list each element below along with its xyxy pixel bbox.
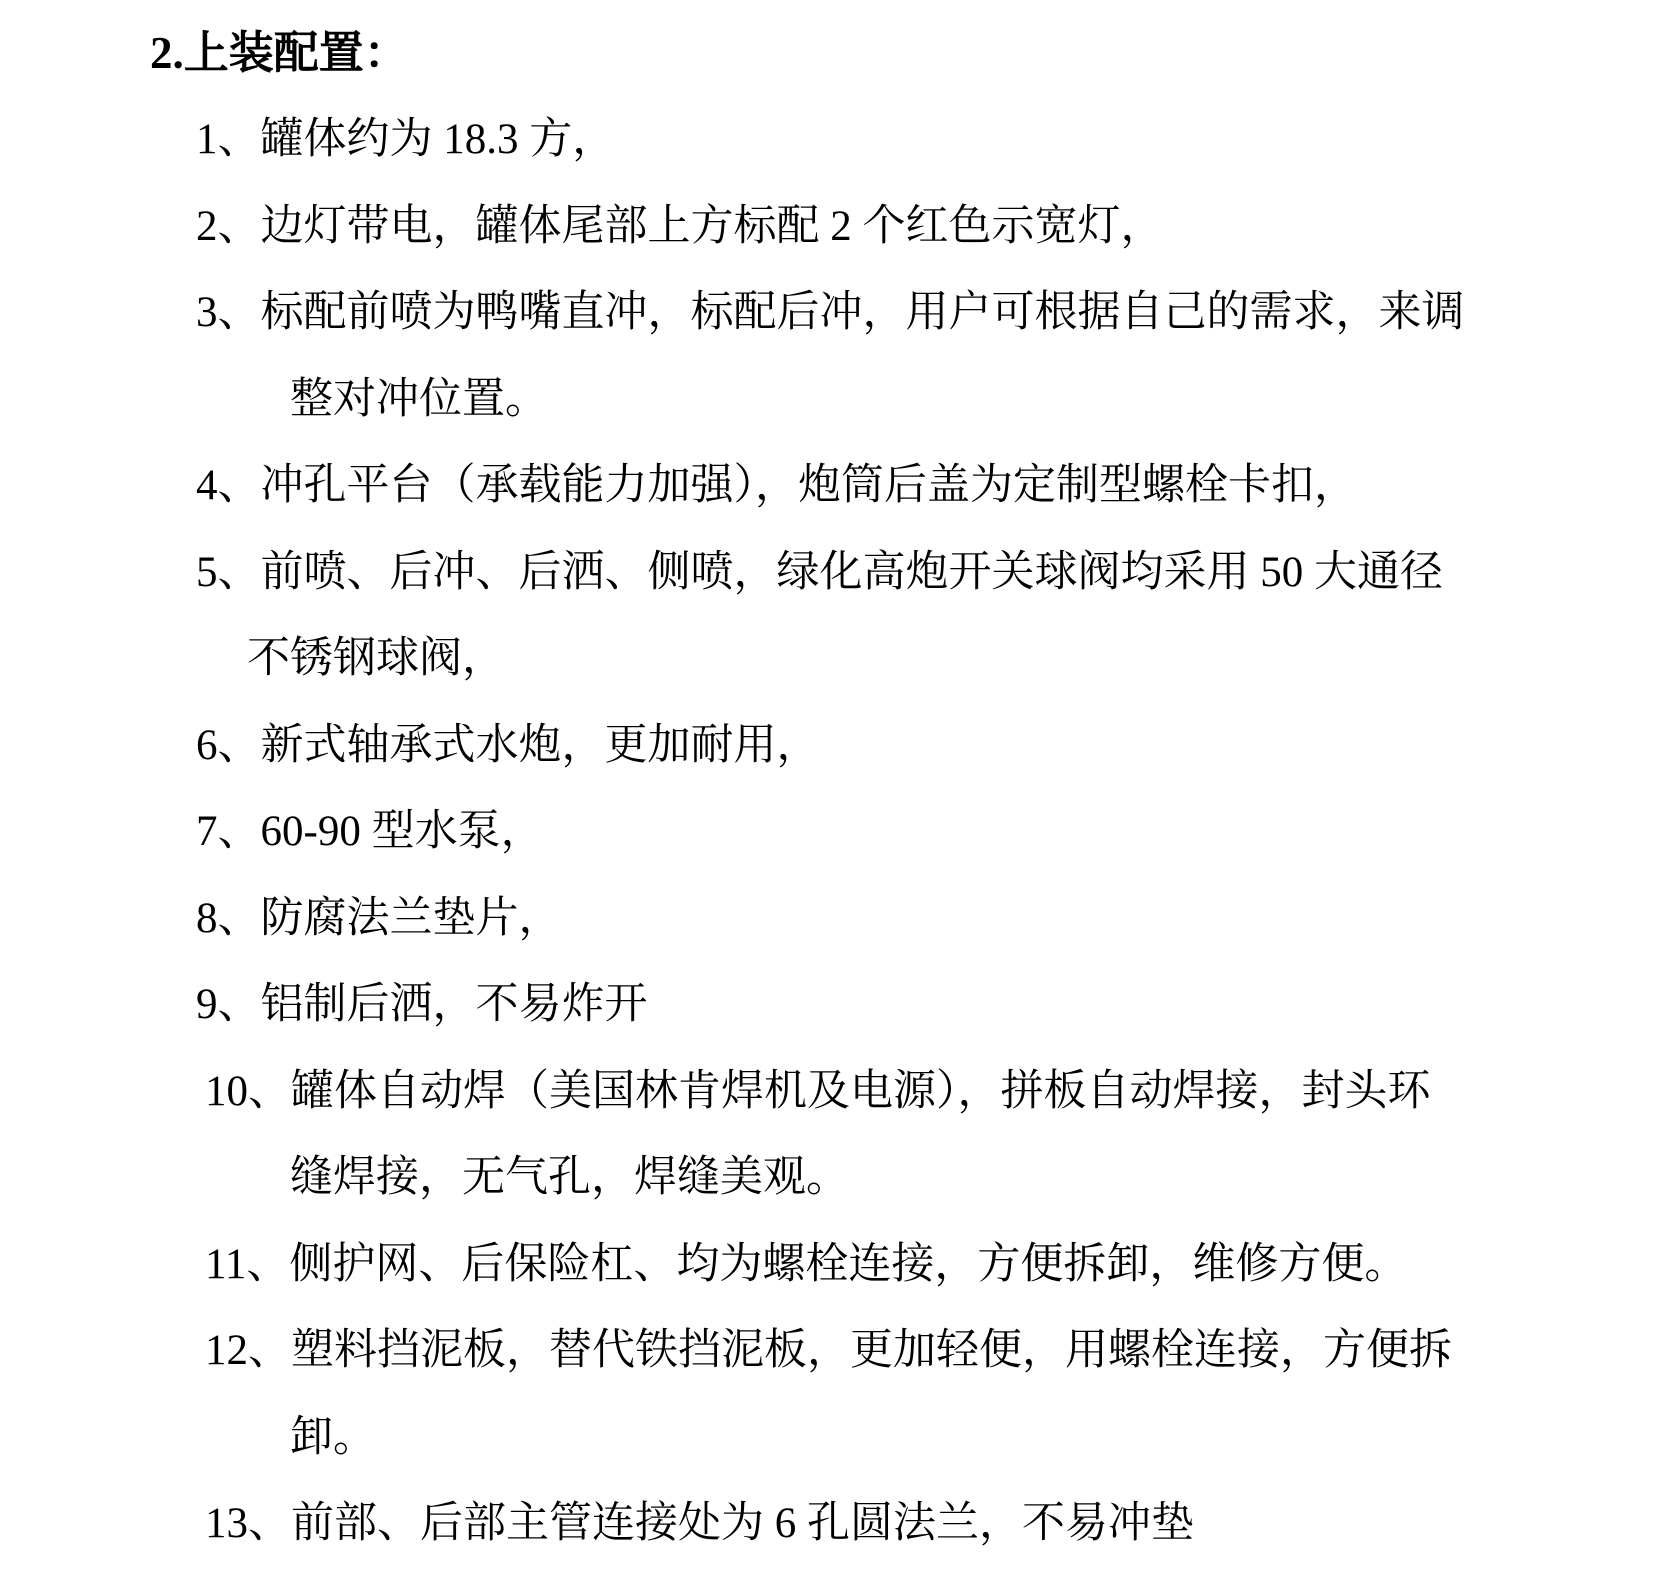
list-item-8: 8、防腐法兰垫片， [196,894,562,942]
list-item-10-line-2: 缝焊接，无气孔，焊缝美观。 [290,1154,849,1202]
list-item-5-line-2: 不锈钢球阀， [247,635,505,683]
list-item-6: 6、新式轴承式水炮，更加耐用， [196,721,820,769]
list-item-3-line-2: 整对冲位置。 [290,375,548,423]
list-item-4: 4、冲孔平台（承载能力加强），炮筒后盖为定制型螺栓卡扣， [196,462,1357,510]
list-item-9: 9、铝制后洒，不易炸开 [196,981,648,1029]
list-item-12-line-2: 卸。 [290,1413,376,1461]
list-item-2: 2、边灯带电，罐体尾部上方标配 2 个红色示宽灯， [196,202,1164,250]
list-item-7: 7、60-90 型水泵， [196,808,544,856]
list-item-11: 11、侧护网、后保险杠、均为螺栓连接，方便拆卸，维修方便。 [205,1240,1408,1288]
list-item-13: 13、前部、后部主管连接处为 6 孔圆法兰，不易冲垫 [205,1500,1194,1548]
list-item-1: 1、罐体约为 18.3 方， [196,116,616,164]
section-heading: 2.上装配置： [150,27,409,78]
list-item-12-line-1: 12、塑料挡泥板，替代铁挡泥板，更加轻便，用螺栓连接，方便拆 [205,1327,1452,1375]
list-item-3-line-1: 3、标配前喷为鸭嘴直冲，标配后冲，用户可根据自己的需求，来调 [196,289,1465,337]
list-item-5-line-1: 5、前喷、后冲、后洒、侧喷，绿化高炮开关球阀均采用 50 大通径 [196,548,1443,596]
list-item-10-line-1: 10、罐体自动焊（美国林肯焊机及电源），拼板自动焊接，封头环 [205,1067,1431,1115]
